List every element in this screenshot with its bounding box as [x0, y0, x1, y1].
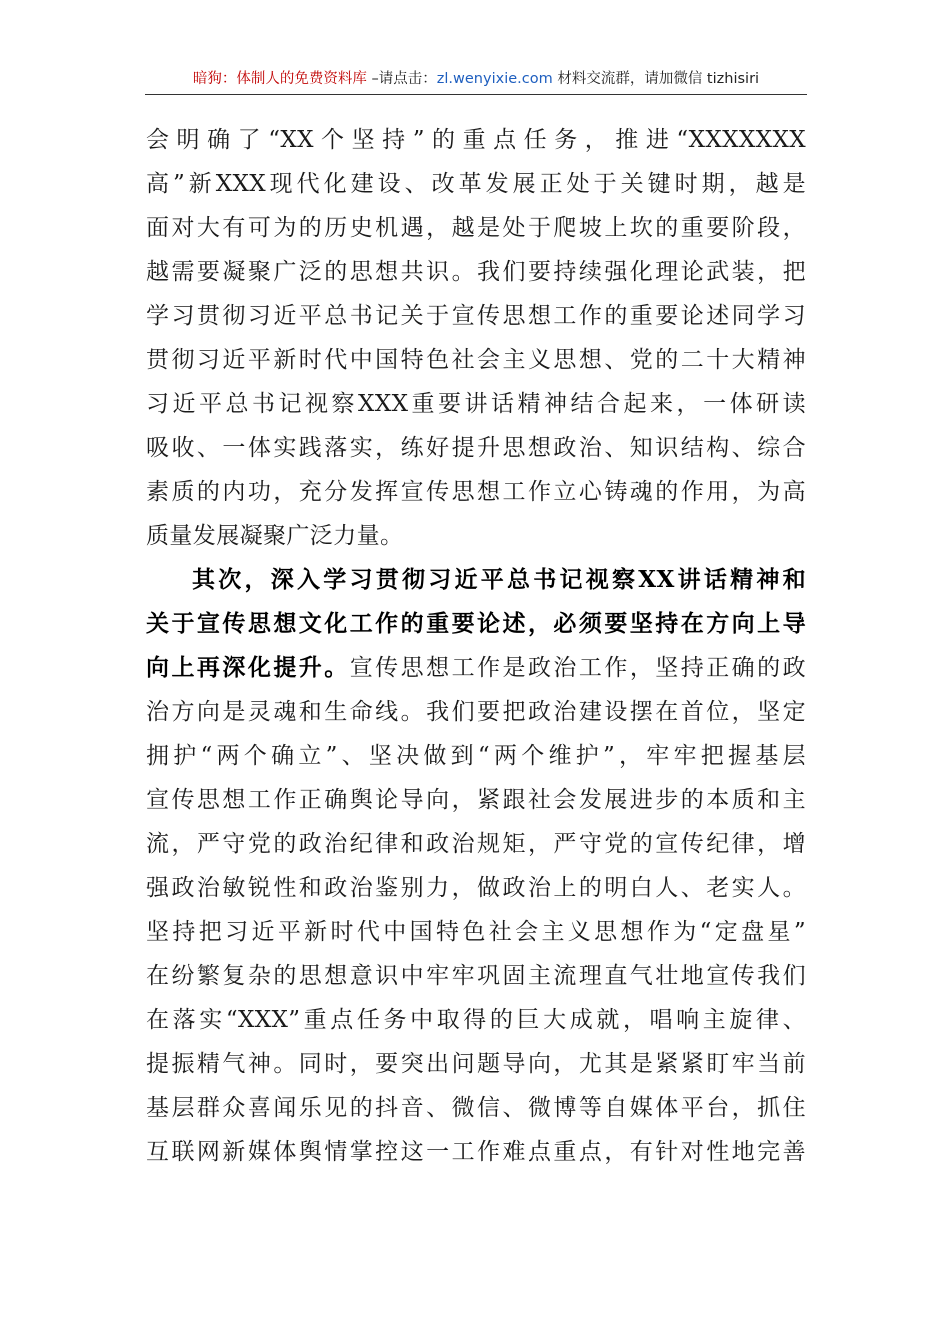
text-line: 坚持把习近平新时代中国特色社会主义思想作为“定盘星”	[146, 919, 806, 945]
text-line: 流，严守党的政治纪律和政治规矩，严守党的宣传纪律，增	[146, 831, 806, 857]
text-line: 越需要凝聚广泛的思想共识。我们要持续强化理论武装，把	[146, 259, 806, 285]
header-wechat-note: 材料交流群，请加微信 tizhisiri	[552, 71, 760, 87]
text-line: 会明确了“XX个坚持”的重点任务，推进“XXXXXXX	[146, 127, 806, 153]
text-line: 在纷繁复杂的思想意识中牢牢巩固主流理直气壮地宣传我们	[146, 963, 806, 989]
text-line: 强政治敏锐性和政治鉴别力，做政治上的明白人、老实人。	[146, 875, 806, 901]
text-line: 在落实“XXX”重点任务中取得的巨大成就，唱响主旋律、	[146, 1007, 806, 1033]
text-line: 基层群众喜闻乐见的抖音、微信、微博等自媒体平台，抓住	[146, 1095, 806, 1121]
bold-heading-line: 关于宣传思想文化工作的重要论述，必须要坚持在方向上导	[146, 610, 806, 637]
header-url-link[interactable]: zl.wenyixie.com	[436, 71, 553, 87]
text-line: 宣传思想工作正确舆论导向，紧跟社会发展进步的本质和主	[146, 787, 806, 813]
text-line: 高”新XXX现代化建设、改革发展正处于关键时期，越是	[146, 171, 806, 197]
bold-heading-line: 其次，深入学习贯彻习近平总书记视察XX讲话精神和	[192, 566, 806, 593]
text-line: 互联网新媒体舆情掌控这一工作难点重点，有针对性地完善	[146, 1139, 806, 1165]
text-line: 素质的内功，充分发挥宣传思想工作立心铸魂的作用，为高	[146, 479, 806, 505]
page-header	[145, 66, 807, 95]
text-line: 习近平总书记视察XXX重要讲话精神结合起来，一体研读	[146, 391, 806, 417]
text-line: 提振精气神。同时，要突出问题导向，尤其是紧紧盯牢当前	[146, 1051, 806, 1077]
text-line: 吸收、一体实践落实，练好提升思想政治、知识结构、综合	[146, 435, 806, 461]
mixed-text-line	[146, 646, 806, 690]
text-line: 学习贯彻习近平总书记关于宣传思想工作的重要论述同学习	[146, 303, 806, 329]
text-line: 贯彻习近平新时代中国特色社会主义思想、党的二十大精神	[146, 347, 806, 373]
bold-heading-fragment: 向上再深化提升。	[146, 654, 350, 681]
text-line: 质量发展凝聚广泛力量。	[146, 523, 404, 549]
document-body	[146, 118, 806, 1174]
header-site-name: 暗狗：体制人的免费资料库	[192, 71, 367, 87]
header-click-prompt: –请点击：	[366, 71, 437, 87]
text-line: 拥护“两个确立”、坚决做到“两个维护”，牢牢把握基层	[146, 743, 806, 769]
text-line: 治方向是灵魂和生命线。我们要把政治建设摆在首位，坚定	[146, 699, 806, 725]
text-line: 面对大有可为的历史机遇，越是处于爬坡上坎的重要阶段，	[146, 215, 806, 241]
text-fragment: 宣传思想工作是政治工作，坚持正确的政	[349, 655, 807, 681]
